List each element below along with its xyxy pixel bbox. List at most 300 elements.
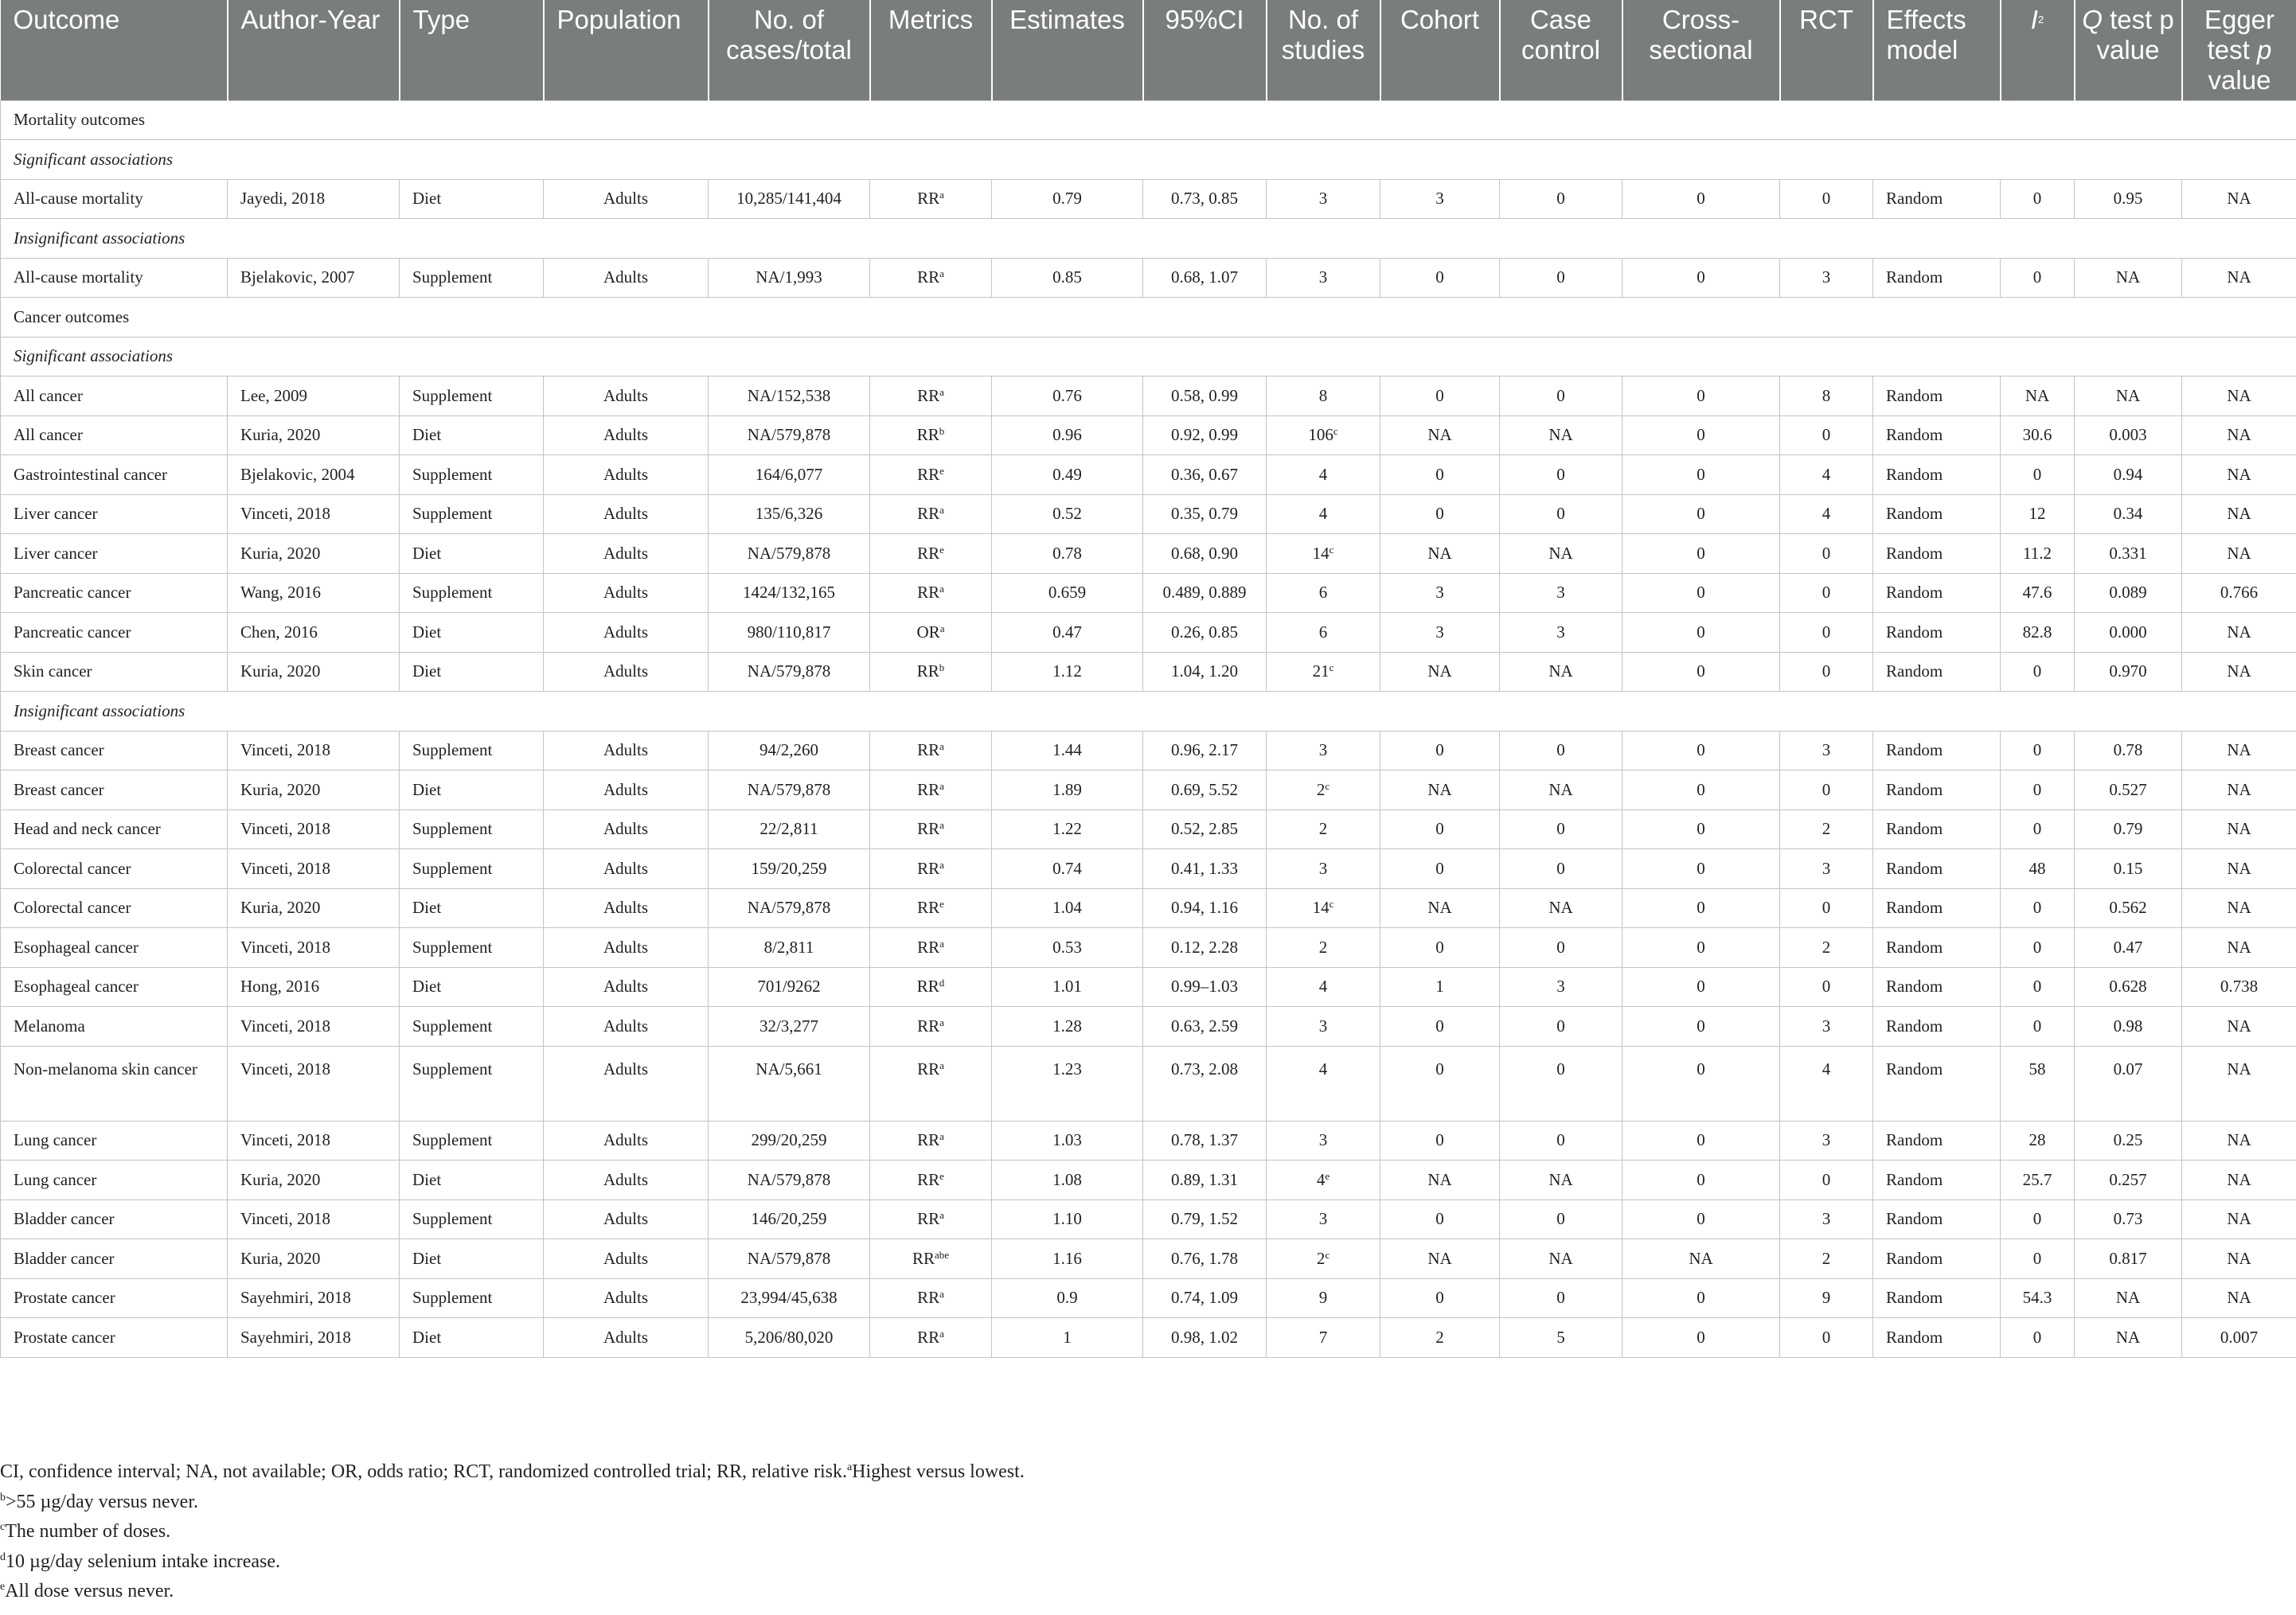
q-cell: 0.98: [2075, 1007, 2182, 1047]
egger-cell: NA: [2182, 455, 2296, 495]
model-cell: Random: [1873, 1007, 2001, 1047]
author-cell: Kuria, 2020: [228, 415, 400, 455]
metric-cell-value: RR: [917, 543, 940, 563]
studies-cell: [1267, 494, 1380, 534]
group-label: Significant associations: [1, 140, 2296, 180]
egger-cell: 0.007: [2182, 1318, 2296, 1358]
studies-cell-value: 4: [1318, 504, 1328, 524]
metric-cell-value: RR: [917, 740, 940, 760]
population-cell: Adults: [544, 770, 709, 810]
population-cell: Adults: [544, 1200, 709, 1239]
q-cell: 0.628: [2075, 967, 2182, 1007]
studies-cell-value: 3: [1318, 858, 1328, 878]
studies-cell: [1267, 1121, 1380, 1161]
studies-cell: [1267, 1200, 1380, 1239]
author-cell: Kuria, 2020: [228, 1239, 400, 1279]
metric-cell-value: RR: [917, 189, 940, 209]
metric-cell-value: RR: [916, 661, 939, 681]
cases-cell: 10,285/141,404: [709, 179, 870, 219]
cases-cell: 5,206/80,020: [709, 1318, 870, 1358]
col-header-effects-model: Effects model: [1873, 0, 2001, 100]
author-cell: Hong, 2016: [228, 967, 400, 1007]
metric-cell-value: RR: [912, 1248, 935, 1268]
table-row: [1, 652, 2296, 692]
q-cell: 0.94: [2075, 455, 2182, 495]
cross-sectional-cell: 0: [1622, 534, 1780, 574]
author-cell: Vinceti, 2018: [228, 1200, 400, 1239]
studies-cell: [1267, 967, 1380, 1007]
section-row: [1, 298, 2296, 337]
metric-cell: [870, 494, 992, 534]
egger-cell: NA: [2182, 928, 2296, 968]
ci-cell: 0.74, 1.09: [1143, 1278, 1267, 1318]
metric-cell: [870, 455, 992, 495]
ci-cell: 0.489, 0.889: [1143, 573, 1267, 613]
estimate-cell: 1.01: [992, 967, 1143, 1007]
metric-cell-value: RR: [917, 1327, 940, 1347]
studies-cell-value: 4: [1318, 464, 1328, 484]
table-row: [1, 258, 2296, 298]
q-cell: 0.07: [2075, 1046, 2182, 1121]
footnote-text: Highest versus lowest.: [852, 1461, 1025, 1482]
egger-cell: NA: [2182, 1007, 2296, 1047]
outcome-cell: Esophageal cancer: [1, 967, 228, 1007]
col-header-rct: RCT: [1780, 0, 1873, 100]
ci-cell: 0.99–1.03: [1143, 967, 1267, 1007]
population-cell: Adults: [544, 494, 709, 534]
table-row: [1, 1046, 2296, 1121]
outcome-cell: Pancreatic cancer: [1, 573, 228, 613]
header-row: [1, 0, 2296, 100]
case-control-cell: 0: [1500, 809, 1622, 849]
metric-cell: [870, 376, 992, 416]
metric-cell-value: RR: [917, 819, 940, 839]
cases-cell: 980/110,817: [709, 613, 870, 653]
cross-sectional-cell: 0: [1622, 849, 1780, 889]
studies-cell: [1267, 613, 1380, 653]
model-cell: Random: [1873, 928, 2001, 968]
studies-cell-value: 14: [1312, 898, 1330, 918]
q-cell: NA: [2075, 376, 2182, 416]
outcome-cell: Colorectal cancer: [1, 849, 228, 889]
i2-cell: 30.6: [2001, 415, 2075, 455]
rct-cell: 2: [1780, 928, 1873, 968]
model-cell: Random: [1873, 573, 2001, 613]
population-cell: Adults: [544, 1239, 709, 1279]
type-cell: Diet: [400, 888, 544, 928]
footnote-text: 10 µg/day selenium intake increase.: [6, 1551, 281, 1572]
col-header-author-year: Author-Year: [228, 0, 400, 100]
studies-cell-value: 3: [1318, 1016, 1328, 1036]
case-control-cell: 3: [1500, 967, 1622, 1007]
i2-cell: 0: [2001, 809, 2075, 849]
metric-cell-superscript: a: [939, 937, 944, 950]
estimate-cell: 0.47: [992, 613, 1143, 653]
cohort-cell: NA: [1380, 1161, 1500, 1200]
model-cell: Random: [1873, 1318, 2001, 1358]
egger-cell: NA: [2182, 1239, 2296, 1279]
footnote-marker: a: [846, 1461, 853, 1473]
population-cell: Adults: [544, 967, 709, 1007]
metric-cell-value: RR: [917, 858, 940, 878]
author-cell: Vinceti, 2018: [228, 1121, 400, 1161]
type-cell: Supplement: [400, 1121, 544, 1161]
cross-sectional-cell: 0: [1622, 1200, 1780, 1239]
ci-cell: 1.04, 1.20: [1143, 652, 1267, 692]
rct-cell: 0: [1780, 1161, 1873, 1200]
cohort-cell: 0: [1380, 376, 1500, 416]
col-header-type: Type: [400, 0, 544, 100]
cohort-cell: NA: [1380, 1239, 1500, 1279]
ci-cell: 0.26, 0.85: [1143, 613, 1267, 653]
studies-cell: [1267, 534, 1380, 574]
metric-cell: [870, 1046, 992, 1121]
i2-cell: 0: [2001, 731, 2075, 770]
metric-cell: [870, 809, 992, 849]
model-cell: Random: [1873, 376, 2001, 416]
q-cell: 0.79: [2075, 809, 2182, 849]
metric-cell: [870, 1239, 992, 1279]
case-control-cell: 0: [1500, 849, 1622, 889]
table-row: [1, 179, 2296, 219]
table-row: [1, 494, 2296, 534]
model-cell: Random: [1873, 494, 2001, 534]
studies-cell: [1267, 888, 1380, 928]
estimate-cell: 0.74: [992, 849, 1143, 889]
estimate-cell: 0.9: [992, 1278, 1143, 1318]
case-control-cell: 0: [1500, 731, 1622, 770]
metric-cell-value: RR: [917, 267, 940, 287]
type-cell: Diet: [400, 1239, 544, 1279]
estimate-cell: 0.659: [992, 573, 1143, 613]
cross-sectional-cell: 0: [1622, 1007, 1780, 1047]
table-row: [1, 1318, 2296, 1358]
col-header-cases-total: No. of cases/total: [709, 0, 870, 100]
cross-sectional-cell: 0: [1622, 179, 1780, 219]
group-label: Insignificant associations: [1, 692, 2296, 731]
i2-cell: 58: [2001, 1046, 2075, 1121]
author-cell: Bjelakovic, 2007: [228, 258, 400, 298]
footnote-line: [0, 1517, 2296, 1547]
table-row: [1, 1007, 2296, 1047]
table-row: [1, 573, 2296, 613]
estimate-cell: 0.49: [992, 455, 1143, 495]
case-control-cell: 0: [1500, 1200, 1622, 1239]
cases-cell: 32/3,277: [709, 1007, 870, 1047]
egger-cell: NA: [2182, 1278, 2296, 1318]
i2-cell: 12: [2001, 494, 2075, 534]
type-cell: Supplement: [400, 849, 544, 889]
metric-cell: [870, 1161, 992, 1200]
metric-cell-value: RR: [917, 898, 940, 918]
population-cell: Adults: [544, 1046, 709, 1121]
i2-cell: 0: [2001, 928, 2075, 968]
studies-cell-value: 3: [1318, 1130, 1328, 1150]
metric-cell: [870, 258, 992, 298]
ci-cell: 0.35, 0.79: [1143, 494, 1267, 534]
studies-cell: [1267, 573, 1380, 613]
table-row: [1, 1161, 2296, 1200]
metric-cell-superscript: e: [939, 898, 944, 911]
cohort-cell: NA: [1380, 415, 1500, 455]
footnote-text: >55 µg/day versus never.: [6, 1491, 198, 1512]
q-cell: 0.15: [2075, 849, 2182, 889]
studies-cell-value: 4: [1318, 1059, 1328, 1079]
studies-cell-value: 2: [1316, 1248, 1326, 1268]
cohort-cell: 0: [1380, 849, 1500, 889]
egger-cell: NA: [2182, 770, 2296, 810]
case-control-cell: 0: [1500, 258, 1622, 298]
model-cell: Random: [1873, 967, 2001, 1007]
studies-cell-superscript: c: [1329, 898, 1334, 911]
egger-rest: value: [2208, 65, 2271, 95]
author-cell: Vinceti, 2018: [228, 809, 400, 849]
rct-cell: 3: [1780, 731, 1873, 770]
cases-cell: 701/9262: [709, 967, 870, 1007]
i2-cell: 0: [2001, 888, 2075, 928]
cross-sectional-cell: 0: [1622, 1318, 1780, 1358]
population-cell: Adults: [544, 179, 709, 219]
type-cell: Supplement: [400, 376, 544, 416]
model-cell: Random: [1873, 849, 2001, 889]
footnote-marker: e: [0, 1581, 6, 1593]
egger-cell: NA: [2182, 415, 2296, 455]
table-row: [1, 534, 2296, 574]
metric-cell: [870, 967, 992, 1007]
rct-cell: 0: [1780, 613, 1873, 653]
case-control-cell: NA: [1500, 770, 1622, 810]
i2-cell: 0: [2001, 1007, 2075, 1047]
metric-cell-superscript: a: [939, 1059, 944, 1071]
studies-cell-value: 2: [1318, 819, 1328, 839]
type-cell: Supplement: [400, 1046, 544, 1121]
metric-cell-value: RR: [917, 385, 940, 405]
model-cell: Random: [1873, 534, 2001, 574]
group-label: Insignificant associations: [1, 219, 2296, 259]
rct-cell: 4: [1780, 1046, 1873, 1121]
egger-cell: NA: [2182, 1046, 2296, 1121]
studies-cell-superscript: c: [1325, 1248, 1330, 1261]
model-cell: Random: [1873, 1161, 2001, 1200]
ci-cell: 0.58, 0.99: [1143, 376, 1267, 416]
type-cell: Diet: [400, 652, 544, 692]
group-row: [1, 692, 2296, 731]
table-row: [1, 376, 2296, 416]
studies-cell-value: 9: [1318, 1288, 1328, 1308]
egger-cell: NA: [2182, 613, 2296, 653]
footnote-line: [0, 1577, 2296, 1607]
egger-cell: NA: [2182, 494, 2296, 534]
studies-cell-superscript: c: [1333, 425, 1338, 438]
cases-cell: 159/20,259: [709, 849, 870, 889]
metric-cell-value: RR: [917, 583, 940, 603]
ci-cell: 0.63, 2.59: [1143, 1007, 1267, 1047]
metric-cell-value: RR: [917, 1169, 940, 1189]
model-cell: Random: [1873, 1200, 2001, 1239]
population-cell: Adults: [544, 1161, 709, 1200]
type-cell: Diet: [400, 770, 544, 810]
estimate-cell: 1.44: [992, 731, 1143, 770]
population-cell: Adults: [544, 731, 709, 770]
type-cell: Diet: [400, 1318, 544, 1358]
studies-cell: [1267, 928, 1380, 968]
col-header-ci: 95%CI: [1143, 0, 1267, 100]
author-cell: Vinceti, 2018: [228, 494, 400, 534]
studies-cell-value: 3: [1318, 1209, 1328, 1229]
cohort-cell: 0: [1380, 731, 1500, 770]
rct-cell: 3: [1780, 1007, 1873, 1047]
case-control-cell: 3: [1500, 613, 1622, 653]
cases-cell: NA/152,538: [709, 376, 870, 416]
section-row: [1, 100, 2296, 140]
cohort-cell: 0: [1380, 1007, 1500, 1047]
cohort-cell: 0: [1380, 809, 1500, 849]
case-control-cell: 0: [1500, 494, 1622, 534]
rct-cell: 0: [1780, 770, 1873, 810]
type-cell: Supplement: [400, 809, 544, 849]
case-control-cell: NA: [1500, 534, 1622, 574]
cross-sectional-cell: 0: [1622, 376, 1780, 416]
type-cell: Supplement: [400, 573, 544, 613]
studies-cell-superscript: c: [1329, 543, 1334, 556]
cross-sectional-cell: 0: [1622, 888, 1780, 928]
col-header-egger: [2182, 0, 2296, 100]
group-row: [1, 140, 2296, 180]
studies-cell-value: 3: [1318, 740, 1328, 760]
metric-cell-superscript: e: [939, 464, 944, 477]
studies-cell-value: 7: [1318, 1327, 1328, 1347]
table-row: [1, 888, 2296, 928]
studies-cell-value: 8: [1318, 385, 1328, 405]
case-control-cell: 0: [1500, 928, 1622, 968]
outcome-cell: Prostate cancer: [1, 1278, 228, 1318]
group-label: Significant associations: [1, 337, 2296, 376]
cases-cell: 299/20,259: [709, 1121, 870, 1161]
estimate-cell: 1.89: [992, 770, 1143, 810]
table-row: [1, 809, 2296, 849]
population-cell: Adults: [544, 258, 709, 298]
population-cell: Adults: [544, 1007, 709, 1047]
cases-cell: NA/579,878: [709, 1161, 870, 1200]
cross-sectional-cell: 0: [1622, 613, 1780, 653]
cross-sectional-cell: 0: [1622, 1161, 1780, 1200]
metric-cell-superscript: a: [939, 858, 944, 871]
metric-cell-superscript: b: [939, 425, 945, 438]
metric-cell: [870, 179, 992, 219]
model-cell: Random: [1873, 1046, 2001, 1121]
studies-cell: [1267, 1278, 1380, 1318]
metric-cell-value: RR: [916, 977, 939, 997]
table-row: [1, 731, 2296, 770]
col-header-studies: No. of studies: [1267, 0, 1380, 100]
outcome-cell: Prostate cancer: [1, 1318, 228, 1358]
type-cell: Supplement: [400, 494, 544, 534]
cohort-cell: NA: [1380, 652, 1500, 692]
type-cell: Supplement: [400, 258, 544, 298]
metric-cell-superscript: d: [939, 977, 945, 989]
footnote-text: CI, confidence interval; NA, not available; OR, odds ratio; RCT, randomized controlled trial; RR, relative risk.: [0, 1461, 847, 1482]
estimate-cell: 1.28: [992, 1007, 1143, 1047]
metric-cell: [870, 613, 992, 653]
cases-cell: NA/579,878: [709, 888, 870, 928]
footnote-text: All dose versus never.: [5, 1581, 174, 1601]
footnote-line: [0, 1488, 2296, 1518]
type-cell: Supplement: [400, 1278, 544, 1318]
cohort-cell: 0: [1380, 1046, 1500, 1121]
cases-cell: 23,994/45,638: [709, 1278, 870, 1318]
population-cell: Adults: [544, 1121, 709, 1161]
case-control-cell: NA: [1500, 1161, 1622, 1200]
model-cell: Random: [1873, 652, 2001, 692]
cohort-cell: 0: [1380, 494, 1500, 534]
ci-cell: 0.52, 2.85: [1143, 809, 1267, 849]
author-cell: Wang, 2016: [228, 573, 400, 613]
population-cell: Adults: [544, 888, 709, 928]
cohort-cell: 0: [1380, 928, 1500, 968]
cross-sectional-cell: 0: [1622, 928, 1780, 968]
outcome-cell: Lung cancer: [1, 1161, 228, 1200]
cases-cell: 135/6,326: [709, 494, 870, 534]
ci-cell: 0.78, 1.37: [1143, 1121, 1267, 1161]
studies-cell-value: 4: [1318, 977, 1328, 997]
q-cell: NA: [2075, 1278, 2182, 1318]
metric-cell-superscript: a: [939, 622, 945, 634]
cases-cell: NA/579,878: [709, 652, 870, 692]
type-cell: Supplement: [400, 1200, 544, 1239]
q-cell: 0.25: [2075, 1121, 2182, 1161]
estimate-cell: 1.12: [992, 652, 1143, 692]
cohort-cell: 3: [1380, 613, 1500, 653]
outcome-cell: Gastrointestinal cancer: [1, 455, 228, 495]
case-control-cell: 0: [1500, 179, 1622, 219]
ci-cell: 0.12, 2.28: [1143, 928, 1267, 968]
estimate-cell: 0.96: [992, 415, 1143, 455]
q-cell: 0.257: [2075, 1161, 2182, 1200]
studies-cell: [1267, 809, 1380, 849]
studies-cell-value: 21: [1312, 661, 1330, 681]
cohort-cell: 0: [1380, 1278, 1500, 1318]
cross-sectional-cell: 0: [1622, 258, 1780, 298]
studies-cell: [1267, 731, 1380, 770]
metric-cell-superscript: a: [939, 504, 944, 517]
cohort-cell: 3: [1380, 573, 1500, 613]
outcome-cell: Skin cancer: [1, 652, 228, 692]
egger-cell: 0.738: [2182, 967, 2296, 1007]
table-row: [1, 849, 2296, 889]
footnote-line: [0, 1457, 2296, 1488]
i2-cell: 25.7: [2001, 1161, 2075, 1200]
model-cell: Random: [1873, 888, 2001, 928]
egger-cell: NA: [2182, 534, 2296, 574]
metric-cell: [870, 849, 992, 889]
q-cell: 0.817: [2075, 1239, 2182, 1279]
cohort-cell: 2: [1380, 1318, 1500, 1358]
population-cell: Adults: [544, 455, 709, 495]
author-cell: Kuria, 2020: [228, 534, 400, 574]
cohort-cell: 3: [1380, 179, 1500, 219]
studies-cell: [1267, 1239, 1380, 1279]
metric-cell: [870, 415, 992, 455]
cross-sectional-cell: 0: [1622, 1278, 1780, 1318]
author-cell: Vinceti, 2018: [228, 849, 400, 889]
outcome-cell: Lung cancer: [1, 1121, 228, 1161]
case-control-cell: 3: [1500, 573, 1622, 613]
cases-cell: 1424/132,165: [709, 573, 870, 613]
footnotes: [0, 1457, 2296, 1607]
metric-cell-superscript: a: [939, 1327, 944, 1340]
outcome-cell: Head and neck cancer: [1, 809, 228, 849]
metric-cell-superscript: a: [939, 267, 944, 280]
